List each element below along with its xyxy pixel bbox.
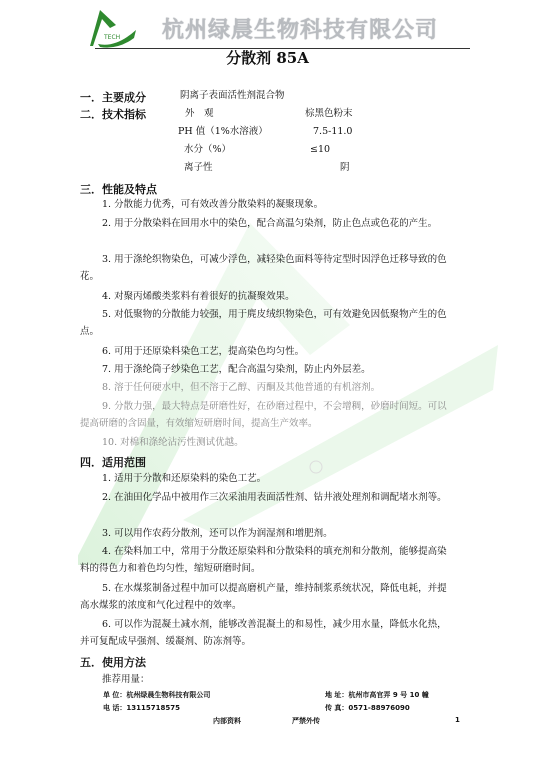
feature-item: 1. 分散能力优秀，可有效改善分散染料的凝聚现象。 bbox=[102, 199, 324, 210]
spec-label: 外 观 bbox=[185, 108, 214, 119]
spec-value: 7.5-11.0 bbox=[313, 126, 353, 137]
application-item: 6. 可以作为混凝土减水剂，能够改善混凝土的和易性，减少用水量，降低水化热，并可复配成早强剂、缓凝剂、防冻剂等。 bbox=[80, 619, 447, 647]
company-logo bbox=[90, 8, 138, 50]
feature-item: 6. 可用于还原染料染色工艺，提高染色均匀性。 bbox=[102, 346, 305, 357]
spec-label: 水分（%） bbox=[184, 144, 232, 155]
feature-item: 10. 对棉和涤纶沾污性测试优越。 bbox=[102, 437, 244, 448]
spec-label: PH 值（1%水溶液） bbox=[178, 126, 268, 137]
spec-value: ≤10 bbox=[310, 144, 331, 155]
page-title: 分散剂 85A bbox=[226, 49, 309, 67]
section-1-value: 阴离子表面活性剂混合物 bbox=[180, 90, 285, 101]
feature-item: 8. 溶于任何硬水中，但不溶于乙醇、丙酮及其他普通的有机溶剂。 bbox=[102, 382, 381, 393]
footer-internal: 内部资料 bbox=[213, 717, 241, 725]
spec-label: 离子性 bbox=[184, 162, 213, 173]
svg-text:TECH: TECH bbox=[104, 34, 121, 41]
usage-line: 推荐用量： bbox=[102, 674, 150, 685]
spec-value: 阴 bbox=[340, 162, 350, 173]
feature-item: 4. 对聚丙烯酸类浆料有着很好的抗凝聚效果。 bbox=[102, 291, 295, 302]
footer-fax: 传 真：0571-88976090 bbox=[325, 704, 410, 712]
section-2-heading: 二．技术指标 bbox=[80, 108, 146, 121]
footer-unit: 单 位：杭州绿晨生物科技有限公司 bbox=[103, 691, 211, 699]
footer-address: 地 址：杭州市高官弄 9 号 10 幢 bbox=[325, 691, 429, 699]
application-item: 5. 在水煤浆制备过程中加可以提高磨机产量，维持制浆系统状况，降低电耗，并提高水煤浆的浓度和气化过程中的效率。 bbox=[80, 583, 447, 611]
section-4-heading: 四．适用范围 bbox=[80, 456, 146, 469]
application-item: 4. 在染料加工中，常用于分散还原染料和分散染料的填充剂和分散剂，能够提高染料的得色力和着色均匀性，缩短研磨时间。 bbox=[80, 546, 447, 574]
footer-no-leak: 严禁外传 bbox=[292, 717, 320, 725]
spec-value: 棕黑色粉末 bbox=[305, 108, 353, 119]
feature-item: 5. 对低聚物的分散能力较强，用于麂皮绒织物染色，可有效避免因低聚物产生的色点。 bbox=[80, 309, 447, 337]
feature-item: 3. 用于涤纶织物染色，可减少浮色，减轻染色面料等待定型时因浮色迁移导致的色花。 bbox=[80, 254, 447, 282]
feature-item: 2. 用于分散染料在回用水中的染色，配合高温匀染剂，防止色点或色花的产生。 bbox=[102, 218, 438, 229]
application-item: 1. 适用于分散和还原染料的染色工艺。 bbox=[102, 473, 267, 484]
application-item: 2. 在油田化学品中被用作三次采油用表面活性剂、钻井液处理剂和调配堵水剂等。 bbox=[102, 492, 447, 503]
application-item: 3. 可以用作农药分散剂，还可以作为润湿剂和增肥剂。 bbox=[102, 528, 333, 539]
page-number: 1 bbox=[455, 716, 460, 724]
section-3-heading: 三．性能及特点 bbox=[80, 183, 157, 196]
section-1-heading: 一．主要成分 bbox=[80, 91, 146, 104]
feature-item: 9. 分散力强，最大特点是研磨性好，在砂磨过程中，不会增稠，砂磨时间短。可以提高研磨的含固量，有效缩短研磨时间，提高生产效率。 bbox=[80, 401, 447, 429]
footer-phone: 电 话：13115718575 bbox=[103, 704, 181, 712]
section-5-heading: 五．使用方法 bbox=[80, 656, 146, 669]
feature-item: 7. 用于涤纶筒子纱染色工艺，配合高温匀染剂，防止内外层差。 bbox=[102, 364, 371, 375]
company-name: 杭州绿晨生物科技有限公司 bbox=[162, 18, 439, 43]
